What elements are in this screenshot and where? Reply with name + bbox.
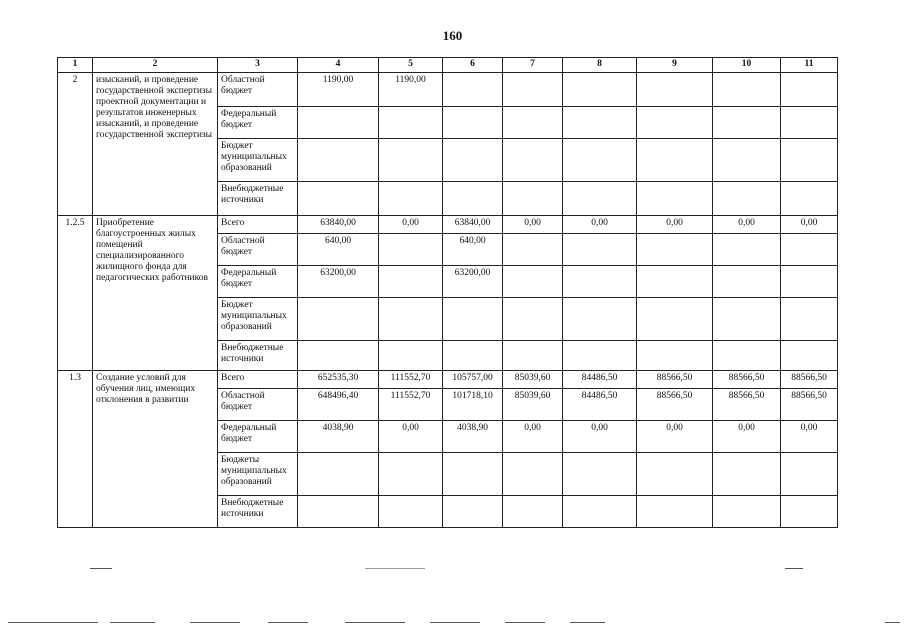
funding-source: Бюджеты муниципальных образований	[218, 453, 298, 496]
budget-table-body	[58, 58, 838, 528]
amount-cell	[563, 107, 637, 139]
amount-cell: 1190,00	[379, 73, 443, 107]
funding-source: Федеральный бюджет	[218, 107, 298, 139]
amount-cell: 0,00	[379, 421, 443, 453]
amount-cell	[713, 73, 781, 107]
amount-cell	[298, 107, 379, 139]
column-header-3: 3	[218, 58, 298, 73]
amount-cell	[781, 453, 838, 496]
amount-cell: 0,00	[713, 421, 781, 453]
amount-cell	[781, 107, 838, 139]
amount-cell: 0,00	[563, 421, 637, 453]
amount-cell	[298, 298, 379, 341]
amount-cell: 0,00	[379, 216, 443, 234]
column-header-2: 2	[93, 58, 218, 73]
amount-cell: 0,00	[637, 216, 713, 234]
amount-cell	[443, 139, 503, 182]
amount-cell: 0,00	[503, 421, 563, 453]
amount-cell	[563, 266, 637, 298]
amount-cell	[637, 341, 713, 371]
amount-cell	[563, 298, 637, 341]
item-name: Приобретение благоустроенных жилых помещений специализированного жилищного фонда для педагогических работников	[93, 216, 218, 371]
amount-cell	[503, 298, 563, 341]
column-header-5: 5	[379, 58, 443, 73]
amount-cell	[563, 182, 637, 216]
amount-cell: 4038,90	[298, 421, 379, 453]
budget-table	[57, 57, 838, 528]
item-number: 1.3	[58, 371, 93, 528]
amount-cell	[781, 496, 838, 528]
amount-cell	[637, 453, 713, 496]
amount-cell	[503, 341, 563, 371]
funding-source: Бюджет муниципальных образований	[218, 298, 298, 341]
amount-cell	[298, 182, 379, 216]
amount-cell: 88566,50	[781, 371, 838, 389]
amount-cell	[781, 234, 838, 266]
amount-cell	[379, 234, 443, 266]
amount-cell: 63840,00	[298, 216, 379, 234]
funding-source: Федеральный бюджет	[218, 421, 298, 453]
amount-cell	[379, 139, 443, 182]
amount-cell	[637, 298, 713, 341]
amount-cell	[379, 496, 443, 528]
page-footer-lines	[0, 560, 905, 640]
amount-cell	[713, 182, 781, 216]
amount-cell	[781, 139, 838, 182]
amount-cell	[379, 341, 443, 371]
amount-cell	[563, 234, 637, 266]
amount-cell	[298, 341, 379, 371]
amount-cell: 85039,60	[503, 371, 563, 389]
amount-cell: 88566,50	[713, 389, 781, 421]
amount-cell: 84486,50	[563, 389, 637, 421]
amount-cell	[781, 266, 838, 298]
table-row	[58, 216, 838, 234]
amount-cell	[379, 266, 443, 298]
amount-cell: 0,00	[713, 216, 781, 234]
amount-cell	[503, 234, 563, 266]
amount-cell: 0,00	[637, 421, 713, 453]
amount-cell	[637, 73, 713, 107]
amount-cell	[713, 341, 781, 371]
amount-cell	[713, 139, 781, 182]
amount-cell	[781, 298, 838, 341]
amount-cell	[443, 298, 503, 341]
amount-cell	[713, 453, 781, 496]
amount-cell	[637, 107, 713, 139]
column-header-10: 10	[713, 58, 781, 73]
amount-cell	[637, 234, 713, 266]
amount-cell: 640,00	[443, 234, 503, 266]
amount-cell	[637, 266, 713, 298]
amount-cell: 84486,50	[563, 371, 637, 389]
item-number: 2	[58, 73, 93, 216]
amount-cell	[443, 107, 503, 139]
amount-cell	[563, 341, 637, 371]
funding-source: Внебюджетные источники	[218, 182, 298, 216]
amount-cell	[713, 234, 781, 266]
amount-cell	[443, 182, 503, 216]
amount-cell: 88566,50	[713, 371, 781, 389]
amount-cell: 63200,00	[443, 266, 503, 298]
amount-cell: 105757,00	[443, 371, 503, 389]
item-number: 1.2.5	[58, 216, 93, 371]
amount-cell	[443, 341, 503, 371]
column-header-11: 11	[781, 58, 838, 73]
amount-cell	[781, 341, 838, 371]
amount-cell	[379, 298, 443, 341]
amount-cell	[503, 182, 563, 216]
amount-cell	[503, 139, 563, 182]
amount-cell: 111552,70	[379, 389, 443, 421]
funding-source: Внебюджетные источники	[218, 496, 298, 528]
amount-cell	[637, 496, 713, 528]
amount-cell: 4038,90	[443, 421, 503, 453]
table-row	[58, 371, 838, 389]
amount-cell: 88566,50	[637, 371, 713, 389]
funding-source: Внебюджетные источники	[218, 341, 298, 371]
amount-cell	[713, 107, 781, 139]
amount-cell	[503, 496, 563, 528]
funding-source: Всего	[218, 216, 298, 234]
amount-cell	[503, 453, 563, 496]
amount-cell	[713, 266, 781, 298]
amount-cell: 0,00	[563, 216, 637, 234]
amount-cell: 0,00	[503, 216, 563, 234]
funding-source: Областной бюджет	[218, 73, 298, 107]
amount-cell: 101718,10	[443, 389, 503, 421]
amount-cell: 648496,40	[298, 389, 379, 421]
column-header-9: 9	[637, 58, 713, 73]
column-header-8: 8	[563, 58, 637, 73]
amount-cell	[713, 298, 781, 341]
header-row	[58, 58, 838, 73]
amount-cell	[637, 182, 713, 216]
funding-source: Областной бюджет	[218, 389, 298, 421]
amount-cell	[781, 73, 838, 107]
amount-cell	[379, 453, 443, 496]
funding-source: Всего	[218, 371, 298, 389]
amount-cell	[298, 139, 379, 182]
funding-source: Бюджет муниципальных образований	[218, 139, 298, 182]
amount-cell	[637, 139, 713, 182]
column-header-4: 4	[298, 58, 379, 73]
column-header-7: 7	[503, 58, 563, 73]
funding-source: Областной бюджет	[218, 234, 298, 266]
amount-cell: 63840,00	[443, 216, 503, 234]
amount-cell: 111552,70	[379, 371, 443, 389]
item-name: изысканий, и проведение государственной экспертизы проектной документации и результатов инженерных изысканий, и проведение государственной экспертизы	[93, 73, 218, 216]
amount-cell: 63200,00	[298, 266, 379, 298]
amount-cell	[563, 453, 637, 496]
funding-source: Федеральный бюджет	[218, 266, 298, 298]
amount-cell	[379, 182, 443, 216]
amount-cell: 88566,50	[637, 389, 713, 421]
amount-cell	[503, 73, 563, 107]
amount-cell	[563, 73, 637, 107]
amount-cell	[443, 73, 503, 107]
table-row	[58, 73, 838, 107]
amount-cell	[379, 107, 443, 139]
page-number: 160	[442, 28, 463, 43]
amount-cell: 0,00	[781, 216, 838, 234]
amount-cell: 85039,60	[503, 389, 563, 421]
amount-cell	[503, 266, 563, 298]
item-name: Создание условий для обучения лиц, имеющих отклонения в развитии	[93, 371, 218, 528]
amount-cell	[298, 496, 379, 528]
amount-cell: 652535,30	[298, 371, 379, 389]
amount-cell: 0,00	[781, 421, 838, 453]
amount-cell	[563, 496, 637, 528]
column-header-1: 1	[58, 58, 93, 73]
amount-cell	[781, 182, 838, 216]
amount-cell	[443, 453, 503, 496]
amount-cell: 88566,50	[781, 389, 838, 421]
amount-cell	[713, 496, 781, 528]
amount-cell	[298, 453, 379, 496]
amount-cell	[563, 139, 637, 182]
amount-cell: 640,00	[298, 234, 379, 266]
amount-cell	[443, 496, 503, 528]
amount-cell	[503, 107, 563, 139]
amount-cell: 1190,00	[298, 73, 379, 107]
column-header-6: 6	[443, 58, 503, 73]
